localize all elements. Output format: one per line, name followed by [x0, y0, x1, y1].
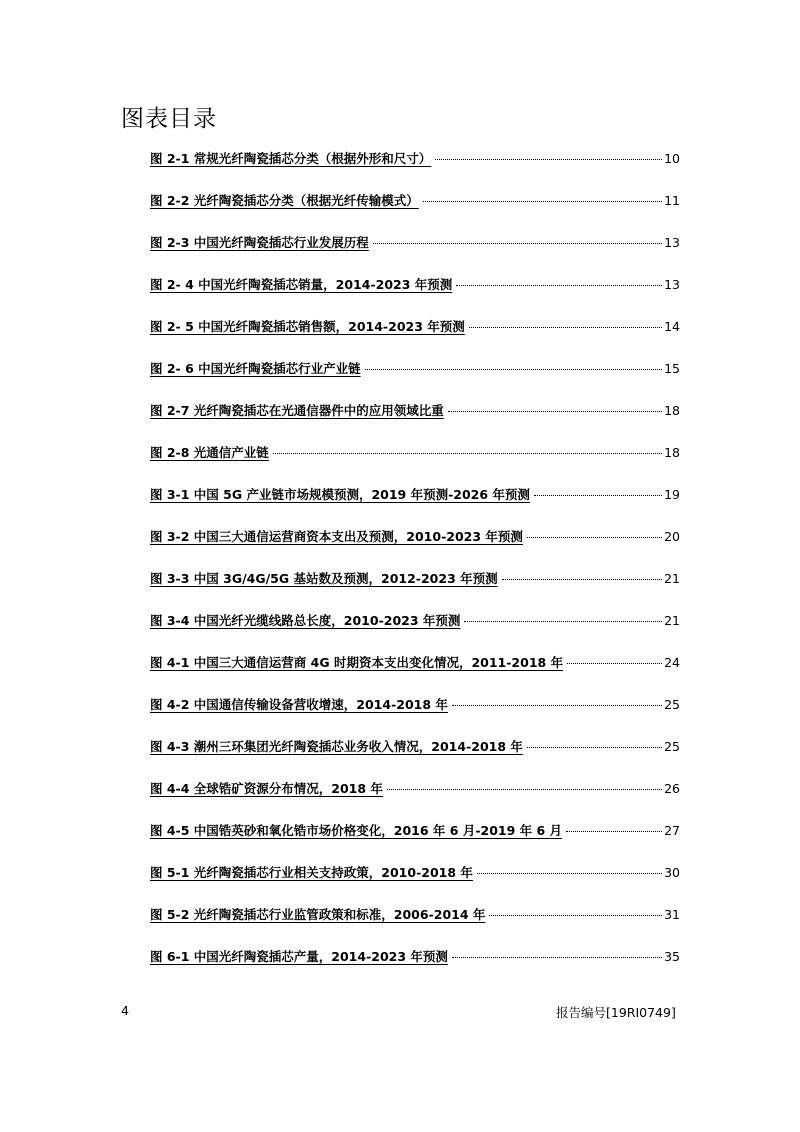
toc-entry[interactable] — [150, 318, 680, 360]
toc-entry-page: 35 — [664, 949, 680, 964]
toc-leader-dots — [273, 453, 662, 454]
toc-entry-page: 14 — [664, 319, 680, 334]
toc-entry[interactable] — [150, 192, 680, 234]
toc-entry-page: 27 — [664, 823, 680, 838]
toc-entry-label[interactable]: 图 5-2 光纤陶瓷插芯行业监管政策和标准，2006-2014 年 — [150, 907, 486, 922]
toc-entry[interactable] — [150, 570, 680, 612]
footer-report-code: 报告编号[19RI0749] — [556, 1005, 676, 1020]
toc-entry-label[interactable]: 图 2- 5 中国光纤陶瓷插芯销售额，2014-2023 年预测 — [150, 319, 465, 334]
toc-entry[interactable] — [150, 864, 680, 906]
toc-entry-label[interactable]: 图 3-3 中国 3G/4G/5G 基站数及预测，2012-2023 年预测 — [150, 571, 498, 586]
toc-entry-page: 18 — [664, 445, 680, 460]
toc-leader-dots — [534, 495, 662, 496]
toc-entry-page: 26 — [664, 781, 680, 796]
toc-entry-label[interactable]: 图 2-1 常规光纤陶瓷插芯分类（根据外形和尺寸） — [150, 151, 432, 166]
toc-leader-dots — [502, 579, 662, 580]
toc-entry-label[interactable]: 图 2-2 光纤陶瓷插芯分类（根据光纤传输模式） — [150, 193, 419, 208]
toc-entry-label[interactable]: 图 3-1 中国 5G 产业链市场规模预测，2019 年预测-2026 年预测 — [150, 487, 530, 502]
toc-leader-dots — [373, 243, 662, 244]
toc-leader-dots — [477, 873, 662, 874]
toc-entry-page: 30 — [664, 865, 680, 880]
footer-page-number: 4 — [121, 1003, 129, 1018]
toc-entry[interactable] — [150, 822, 680, 864]
toc-leader-dots — [567, 663, 662, 664]
toc-entry-page: 25 — [664, 697, 680, 712]
toc-leader-dots — [448, 411, 662, 412]
toc-entry[interactable] — [150, 780, 680, 822]
toc-leader-dots — [456, 285, 662, 286]
toc-entry-page: 21 — [664, 613, 680, 628]
toc-entry[interactable] — [150, 612, 680, 654]
toc-entry-page: 11 — [664, 193, 680, 208]
toc-leader-dots — [452, 705, 662, 706]
toc-entry-page: 13 — [664, 235, 680, 250]
toc-entry-label[interactable]: 图 2- 6 中国光纤陶瓷插芯行业产业链 — [150, 361, 361, 376]
toc-entry-label[interactable]: 图 2-8 光通信产业链 — [150, 445, 269, 460]
toc-entry[interactable] — [150, 696, 680, 738]
toc-leader-dots — [469, 327, 662, 328]
toc-leader-dots — [489, 915, 662, 916]
toc-entry-page: 10 — [664, 151, 680, 166]
toc-leader-dots — [566, 831, 662, 832]
toc-entry[interactable] — [150, 948, 680, 990]
toc-entry-page: 18 — [664, 403, 680, 418]
toc-entry-label[interactable]: 图 3-4 中国光纤光缆线路总长度，2010-2023 年预测 — [150, 613, 461, 628]
toc-entry-label[interactable]: 图 2-7 光纤陶瓷插芯在光通信器件中的应用领域比重 — [150, 403, 444, 418]
toc-entry[interactable] — [150, 486, 680, 528]
toc-entry-page: 20 — [664, 529, 680, 544]
toc-entry-label[interactable]: 图 6-1 中国光纤陶瓷插芯产量，2014-2023 年预测 — [150, 949, 448, 964]
toc-entry[interactable] — [150, 444, 680, 486]
toc-entry-label[interactable]: 图 4-1 中国三大通信运营商 4G 时期资本支出变化情况，2011-2018 年 — [150, 655, 564, 670]
toc-entry-label[interactable]: 图 4-3 潮州三环集团光纤陶瓷插芯业务收入情况，2014-2018 年 — [150, 739, 523, 754]
toc-leader-dots — [527, 747, 662, 748]
toc-entry-label[interactable]: 图 4-5 中国锆英砂和氧化锆市场价格变化，2016 年 6 月-2019 年 6 月 — [150, 823, 563, 838]
toc-entry-label[interactable]: 图 3-2 中国三大通信运营商资本支出及预测，2010-2023 年预测 — [150, 529, 523, 544]
toc-leader-dots — [365, 369, 662, 370]
toc-entry-page: 31 — [664, 907, 680, 922]
toc-entry-label[interactable]: 图 5-1 光纤陶瓷插芯行业相关支持政策，2010-2018 年 — [150, 865, 473, 880]
toc-entry-page: 24 — [664, 655, 680, 670]
toc-entry[interactable] — [150, 738, 680, 780]
toc-entry-label[interactable]: 图 2-3 中国光纤陶瓷插芯行业发展历程 — [150, 235, 369, 250]
toc-leader-dots — [527, 537, 662, 538]
toc-leader-dots — [435, 159, 662, 160]
toc-entry-page: 13 — [664, 277, 680, 292]
toc-entry-label[interactable]: 图 4-4 全球锆矿资源分布情况，2018 年 — [150, 781, 383, 796]
toc-entry-page: 21 — [664, 571, 680, 586]
toc-entry[interactable] — [150, 360, 680, 402]
toc-entry[interactable] — [150, 906, 680, 948]
toc-entry[interactable] — [150, 654, 680, 696]
toc-leader-dots — [464, 621, 662, 622]
toc-entry-page: 25 — [664, 739, 680, 754]
toc-entry-label[interactable]: 图 2- 4 中国光纤陶瓷插芯销量，2014-2023 年预测 — [150, 277, 453, 292]
toc-leader-dots — [423, 201, 662, 202]
toc-entry-label[interactable]: 图 4-2 中国通信传输设备营收增速，2014-2018 年 — [150, 697, 448, 712]
toc-entry[interactable] — [150, 528, 680, 570]
toc-leader-dots — [452, 957, 662, 958]
toc-entry[interactable] — [150, 234, 680, 276]
toc-entry[interactable] — [150, 402, 680, 444]
toc-entry[interactable] — [150, 150, 680, 192]
toc-leader-dots — [387, 789, 662, 790]
toc-entry[interactable] — [150, 276, 680, 318]
toc-entry-page: 15 — [664, 361, 680, 376]
page-title: 图表目录 — [121, 106, 217, 132]
toc-list — [150, 150, 680, 990]
toc-entry-page: 19 — [664, 487, 680, 502]
